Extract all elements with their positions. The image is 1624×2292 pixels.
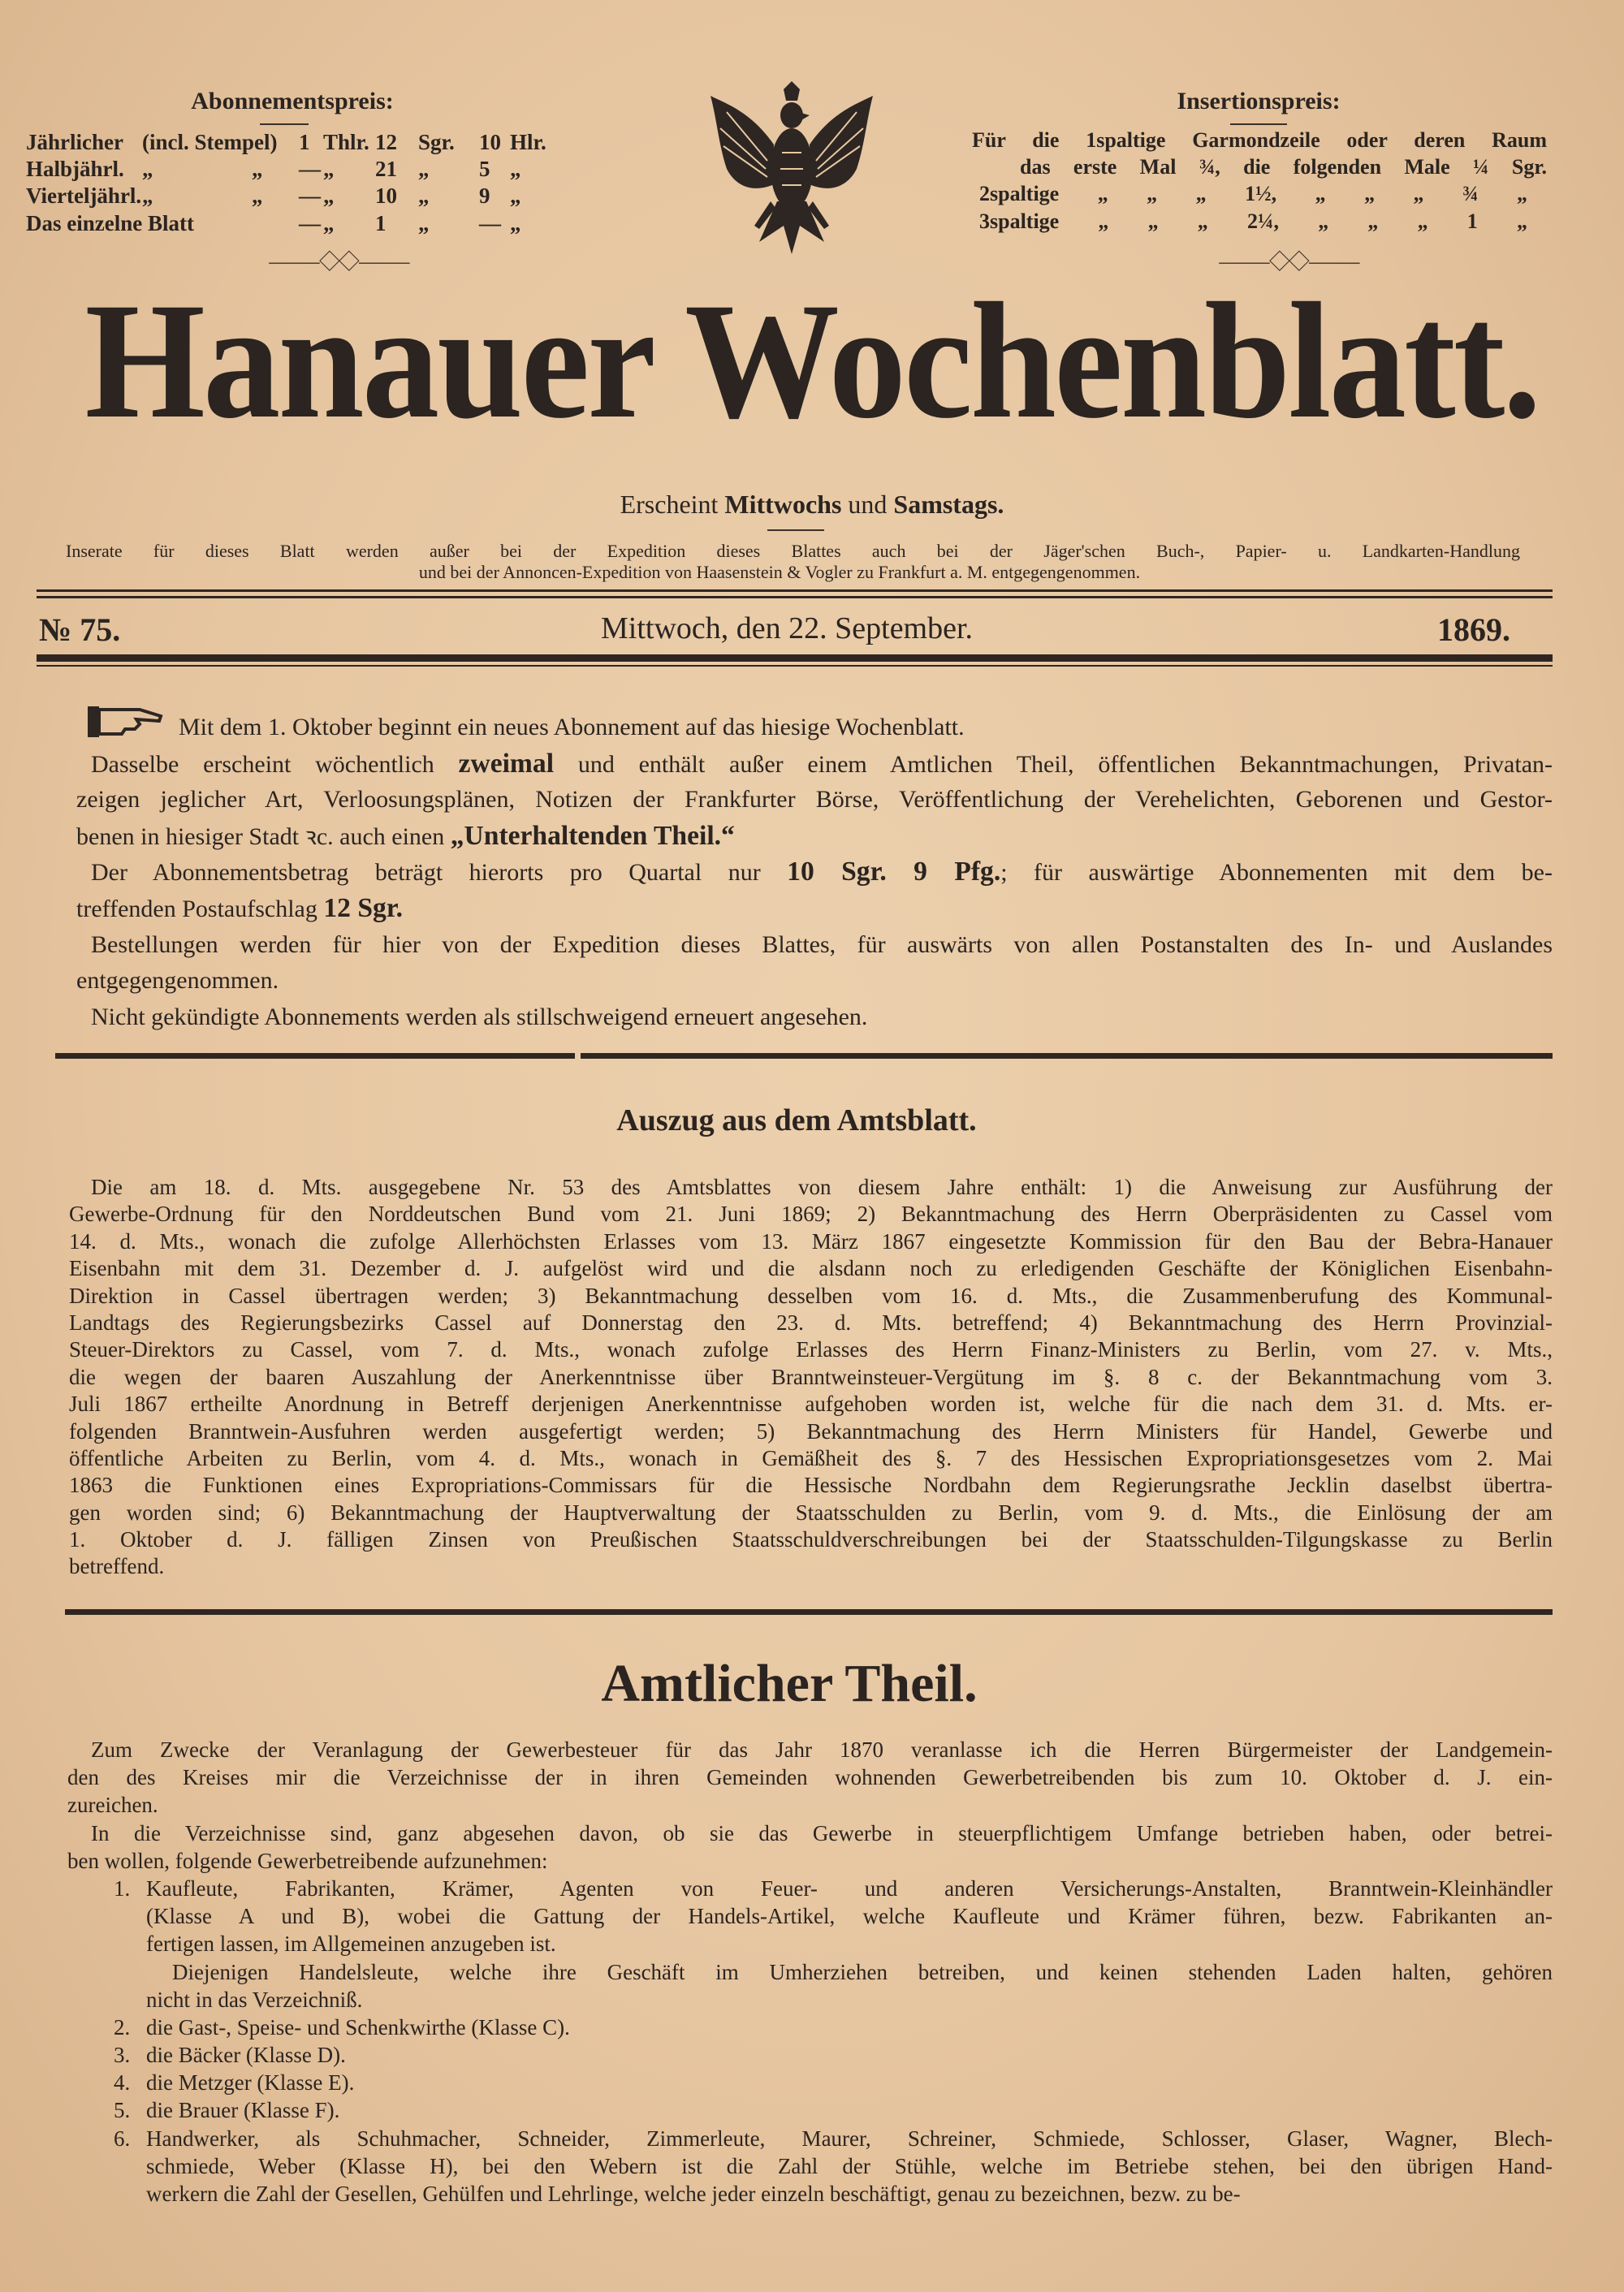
text-line: Gewerbe-Ordnung für den Norddeutschen Bund vom 21. Juni 1869; 2) Bekanntmachung des Herrn Oberpräsidenten zu Cassel vom bbox=[69, 1202, 1553, 1227]
text-line: Landtags des Regierungsbezirks Cassel auf Donnerstag den 23. d. Mts. betreffend; 4) Bekanntmachung des Herrn Provinzial- bbox=[69, 1310, 1553, 1335]
text-line: In die Verzeichnisse sind, ganz abgesehen davon, ob sie das Gewerbe in steuerpflichtigem Umfange betrieben haben, oder betrei- bbox=[91, 1820, 1553, 1845]
price-cell: „ bbox=[418, 157, 430, 181]
price-cell: Vierteljährl. bbox=[26, 183, 142, 208]
text-line: Direktion in Cassel übertragen werden; 3) Bekanntmachung desselben vom 16. d. Mts., die Zusammenberufung des Kommunal- bbox=[69, 1283, 1553, 1308]
text-line: fertigen lassen, im Allgemeinen anzugeben ist. bbox=[146, 1932, 556, 1957]
text-line: betreffend. bbox=[69, 1554, 165, 1579]
text-line: (Klasse A und B), wobei die Gattung der Handels-Artikel, welche Kaufleute und Krämer führen, bezw. Fabrikanten an- bbox=[146, 1904, 1553, 1929]
divider bbox=[767, 529, 824, 531]
thin-rule bbox=[37, 665, 1553, 667]
price-cell: „ bbox=[142, 157, 153, 181]
text-line bbox=[91, 927, 1553, 964]
price-cell: „ bbox=[252, 183, 263, 208]
emphasis: 10 Sgr. 9 Pfg. bbox=[787, 857, 1001, 887]
divider bbox=[1230, 123, 1287, 125]
price-cell: „ bbox=[510, 211, 521, 235]
text-run: ; für auswärtige Abonnementen mit dem be- bbox=[1000, 859, 1553, 887]
text-line bbox=[91, 746, 1553, 783]
issue-date: Mittwoch, den 22. September. bbox=[601, 611, 974, 645]
amtsblatt-heading: Auszug aus dem Amtsblatt. bbox=[616, 1103, 977, 1137]
price-cell: — bbox=[479, 211, 501, 235]
list-item bbox=[114, 2014, 1553, 2041]
text-line bbox=[76, 963, 1553, 999]
text-line: 1863 die Funktionen eines Expropriations-Commissars für die Hessische Nordbahn dem Regierungsrathe Jecklin daselbst übertra- bbox=[69, 1473, 1553, 1498]
text-line: gen worden sind; 6) Bekanntmachung der Hauptverwaltung der Staatsschulden zu Berlin, vom 9. d. Mts., die Einlösung der am bbox=[69, 1500, 1553, 1525]
amtlicher-heading: Amtlicher Theil. bbox=[601, 1654, 978, 1713]
price-cell: — bbox=[299, 183, 321, 208]
appears-prefix: Erscheint bbox=[620, 490, 719, 519]
inserate-notice-line2: und bei der Annoncen-Expedition von Haasenstein & Vogler zu Frankfurt a. M. entgegengenommen. bbox=[418, 562, 1141, 582]
appears-day-wednesday: Mittwochs bbox=[724, 490, 842, 519]
price-cell: Halbjährl. bbox=[26, 157, 124, 181]
text-run: Dasselbe erscheint wöchentlich bbox=[91, 750, 459, 778]
text-line: Diejenigen Handelsleute, welche ihre Geschäft im Umherziehen betreiben, und keinen stehenden Laden halten, gehören bbox=[172, 1959, 1553, 1984]
text-line: die Brauer (Klasse F). bbox=[146, 2098, 340, 2123]
list-item bbox=[114, 2041, 1553, 2069]
text-line: Kaufleute, Fabrikanten, Krämer, Agenten von Feuer- und anderen Versicherungs-Anstalten, Branntwein-Kleinhändler bbox=[146, 1875, 1553, 1901]
list-number: 5. bbox=[114, 2098, 131, 2123]
price-cell: „ bbox=[418, 183, 430, 208]
amtsblatt-excerpt bbox=[69, 1174, 1553, 1581]
price-cell: 10 bbox=[479, 130, 501, 154]
text-line: Handwerker, als Schuhmacher, Schneider, Zimmerleute, Maurer, Schreiner, Schmiede, Schlosser, Glaser, Wagner, Blech- bbox=[146, 2126, 1553, 2151]
price-cell: Thlr. bbox=[323, 130, 369, 154]
price-cell: „ bbox=[418, 211, 430, 235]
price-cell: Jährlicher bbox=[26, 130, 123, 154]
section-rule bbox=[581, 1053, 1553, 1059]
price-cell: — bbox=[299, 157, 321, 181]
text-run: Bestellungen werden für hier von der Expedition dieses Blattes, für auswärts von allen Postanstalten des In- und Auslandes bbox=[91, 930, 1553, 958]
price-cell: „ bbox=[323, 183, 335, 208]
inserate-notice-line1: Inserate für dieses Blatt werden außer bei der Expedition dieses Blattes auch bei der Jäger'schen Buch-, Papier- u. Landkarten-Handlung bbox=[66, 541, 1520, 561]
text-line bbox=[91, 999, 1553, 1036]
issue-number: № 75. bbox=[39, 611, 121, 648]
text-line: nicht in das Verzeichniß. bbox=[146, 1987, 363, 2012]
text-line: werkern die Zahl der Gesellen, Gehülfen und Lehrlinge, welche jeder einzeln beschäftigt, genau zu bezeichnen, bezw. zu be- bbox=[146, 2182, 1241, 2206]
thick-rule bbox=[37, 654, 1553, 662]
price-cell: 12 bbox=[375, 130, 397, 154]
price-cell: „ bbox=[510, 157, 521, 181]
text-line: die Bäcker (Klasse D). bbox=[146, 2043, 346, 2068]
section-rule bbox=[55, 1053, 575, 1059]
text-run: benen in hiesiger Stadt ꝛc. auch einen bbox=[76, 822, 451, 850]
list-number: 3. bbox=[114, 2043, 131, 2068]
insertion-line: Für die 1spaltige Garmondzeile oder deren Raum bbox=[972, 128, 1547, 152]
price-cell: „ bbox=[323, 211, 335, 235]
list-number: 1. bbox=[114, 1875, 131, 1901]
list-item bbox=[114, 2125, 1553, 2208]
emphasis: „Unterhaltenden Theil.“ bbox=[450, 820, 735, 851]
text-run: Mit dem 1. Oktober beginnt ein neues Abonnement auf das hiesige Wochenblatt. bbox=[179, 714, 965, 740]
text-line bbox=[179, 710, 1553, 746]
text-line: die Gast-, Speise- und Schenkwirthe (Klasse C). bbox=[146, 2014, 570, 2039]
list-number: 6. bbox=[114, 2126, 131, 2151]
text-line bbox=[76, 782, 1553, 818]
ornament-flourish-icon: ⸻◇◇⸻ bbox=[1218, 250, 1359, 274]
issue-year: 1869. bbox=[1437, 611, 1510, 648]
publication-days bbox=[0, 490, 1624, 520]
subscription-notice bbox=[76, 710, 1553, 1035]
text-line: 14. d. Mts., wonach die zufolge Allerhöchsten Erlasses vom 13. März 1867 eingesetzte Kommission für den Bau der Bebra-Hanauer bbox=[69, 1228, 1553, 1254]
insertion-line: 2spaltige „ „ „ 1½, „ „ „ ¾ „ bbox=[979, 182, 1527, 205]
amtlicher-body bbox=[67, 1736, 1553, 2208]
price-cell: 5 bbox=[479, 157, 490, 181]
emphasis: 12 Sgr. bbox=[323, 892, 404, 923]
appears-day-saturday: Samstags. bbox=[893, 490, 1004, 519]
price-cell: 1 bbox=[375, 211, 387, 235]
list-item bbox=[114, 1875, 1553, 2014]
price-cell: 1 bbox=[299, 130, 310, 154]
text-run: Der Abonnementsbetrag beträgt hierorts pro Quartal nur bbox=[91, 859, 788, 887]
price-cell: „ bbox=[510, 183, 521, 208]
list-number: 2. bbox=[114, 2014, 131, 2039]
text-line: Die am 18. d. Mts. ausgegebene Nr. 53 des Amtsblattes von diesem Jahre enthält: 1) die Anweisung zur Ausführung der bbox=[91, 1175, 1553, 1199]
text-run: zeigen jeglicher Art, Verloosungsplänen, Notizen der Frankfurter Börse, Veröffentlichung der Verehelichten, Geborenen und Gestor- bbox=[76, 786, 1553, 814]
text-line bbox=[91, 854, 1553, 891]
text-line: Zum Zwecke der Veranlagung der Gewerbesteuer für das Jahr 1870 veranlasse ich die Herren Bürgermeister der Landgemein- bbox=[91, 1737, 1553, 1762]
text-run: entgegengenommen. bbox=[76, 967, 279, 995]
text-line: Eisenbahn mit dem 31. Dezember d. J. aufgelöst wird und die alsdann noch zu erledigenden Geschäfte der Königlichen Eisenbahn- bbox=[69, 1256, 1553, 1281]
text-line: öffentliche Arbeiten zu Berlin, vom 4. d. Mts., wonach in Gemäßheit des §. 7 des Hessischen Expropriationsgesetzes vom 2. Mai bbox=[69, 1445, 1553, 1470]
text-line: ben wollen, folgende Gewerbetreibende aufzunehmen: bbox=[67, 1848, 548, 1873]
section-rule bbox=[65, 1609, 1553, 1615]
price-cell: — bbox=[299, 211, 321, 235]
text-line: die Metzger (Klasse E). bbox=[146, 2070, 355, 2096]
insertion-line: 3spaltige „ „ „ 2¼, „ „ „ 1 „ bbox=[979, 209, 1527, 233]
text-line: Juli 1867 ertheilte Anordnung in Betreff derjenigen Anerkenntnisse aufgehoben worden ist, welche für die nach dem 31. d. Mts. er- bbox=[69, 1392, 1553, 1417]
text-line: folgenden Branntwein-Ausfuhren werden ausgefertigt werden; 5) Bekanntmachung des Herrn Ministers für Handel, Gewerbe und bbox=[69, 1418, 1553, 1444]
price-cell: „ bbox=[142, 183, 153, 208]
double-rule bbox=[37, 596, 1553, 598]
emphasis: zweimal bbox=[458, 748, 555, 779]
text-line: 1. Oktober d. J. fälligen Zinsen von Preußischen Staatsschuldverschreibungen bei der Staatsschulden-Tilgungskasse zu Berlin bbox=[69, 1527, 1553, 1552]
price-cell: Hlr. bbox=[510, 130, 546, 154]
price-cell: 21 bbox=[375, 157, 397, 181]
subscription-heading: Abonnementspreis: bbox=[191, 88, 394, 114]
price-cell: „ bbox=[252, 157, 263, 181]
prussian-eagle-icon bbox=[702, 80, 881, 258]
text-line: schmiede, Weber (Klasse H), bei den Webern ist die Zahl der Stühle, welche im Betriebe stehen, bei den übrigen Hand- bbox=[146, 2153, 1553, 2178]
insertion-line: das erste Mal ¾, die folgenden Male ¼ Sgr. bbox=[1020, 155, 1547, 179]
text-line: den des Kreises mir die Verzeichnisse der in ihren Gemeinden wohnenden Gewerbetreibenden bis zum 10. Oktober d. J. ein- bbox=[67, 1765, 1553, 1790]
list-item bbox=[114, 2069, 1553, 2096]
text-run: treffenden Postaufschlag bbox=[76, 895, 324, 922]
divider bbox=[260, 123, 309, 125]
text-run: Nicht gekündigte Abonnements werden als stillschweigend erneuert angesehen. bbox=[91, 1003, 868, 1030]
price-cell: Sgr. bbox=[418, 130, 455, 154]
price-cell: Das einzelne Blatt bbox=[26, 211, 194, 235]
text-line: die wegen der baaren Auszahlung der Anerkenntnisse über Branntweinsteuer-Vergütung im §. 8 c. der Bekanntmachung vom 3. bbox=[69, 1364, 1553, 1389]
newspaper-title: Hanauer Wochenblatt. bbox=[84, 269, 1540, 453]
price-cell: 10 bbox=[375, 183, 397, 208]
price-cell: „ bbox=[323, 157, 335, 181]
insertion-heading: Insertionspreis: bbox=[1177, 88, 1341, 114]
price-cell: 9 bbox=[479, 183, 490, 208]
list-number: 4. bbox=[114, 2070, 131, 2096]
list-item bbox=[114, 2096, 1553, 2124]
text-line bbox=[76, 891, 1553, 927]
ornament-flourish-icon: ⸻◇◇⸻ bbox=[268, 250, 409, 274]
text-line: Steuer-Direktors zu Cassel, vom 7. d. Mts., wonach zufolge Erlasses des Herrn Finanz-Ministers zu Berlin, vom 27. v. Mts., bbox=[69, 1337, 1553, 1362]
text-line: zureichen. bbox=[67, 1793, 158, 1818]
appears-and: und bbox=[848, 490, 888, 519]
double-rule bbox=[37, 589, 1553, 592]
text-line bbox=[76, 818, 1553, 855]
text-run: und enthält außer einem Amtlichen Theil, öffentlichen Bekanntmachungen, Privatan- bbox=[554, 750, 1553, 778]
price-cell: (incl. Stempel) bbox=[142, 130, 278, 154]
